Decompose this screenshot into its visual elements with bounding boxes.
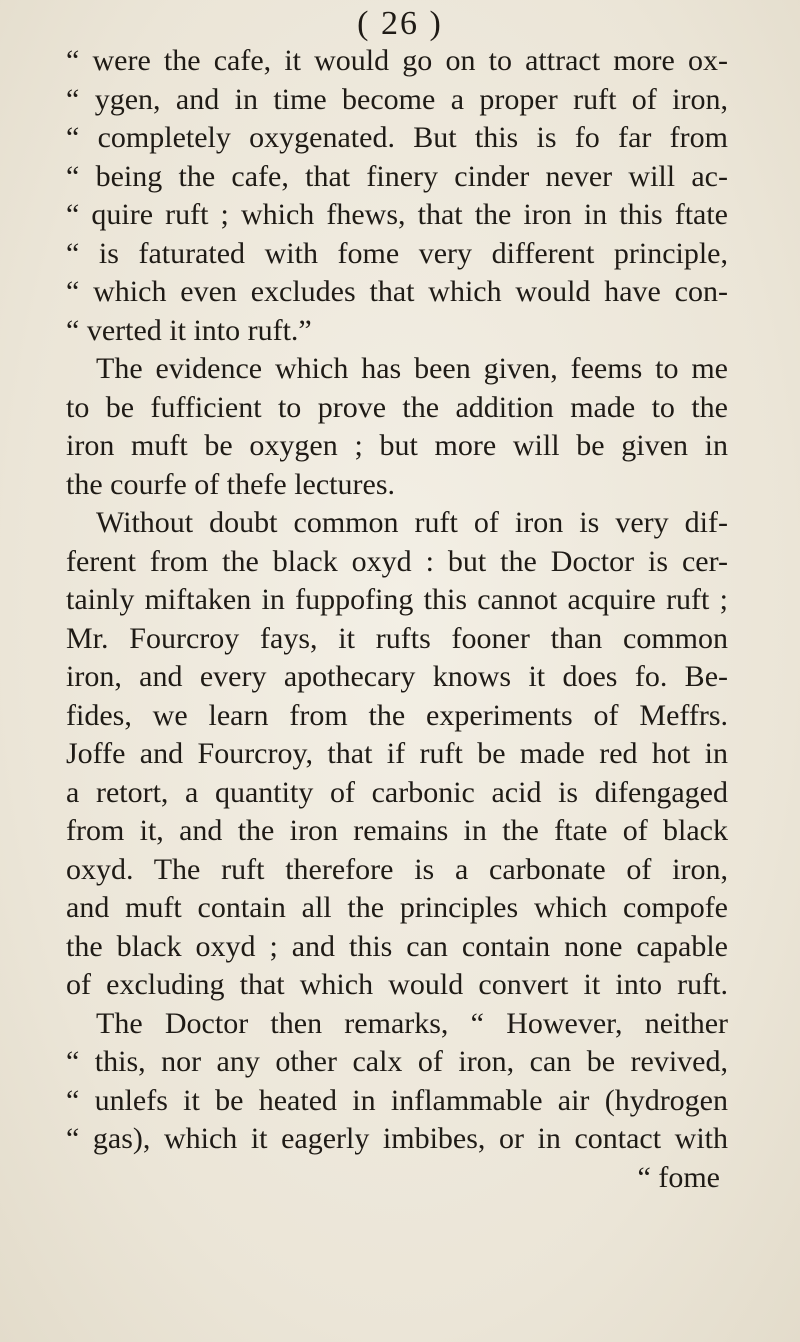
text-line: “ verted it into ruft.” bbox=[66, 313, 312, 347]
text-line: to be fufficient to prove the addition made to the bbox=[66, 390, 728, 424]
text-line: oxyd. The ruft therefore is a carbonate of iron, bbox=[66, 852, 728, 886]
text-line: ferent from the black oxyd : but the Doctor is cer- bbox=[66, 544, 728, 578]
text-line: “ unlefs it be heated in inflammable air (hydrogen bbox=[66, 1083, 728, 1117]
page-number: ( 26 ) bbox=[357, 5, 443, 42]
text-line: fides, we learn from the experiments of Meffrs. bbox=[66, 698, 728, 732]
text-line: the courfe of thefe lectures. bbox=[66, 467, 395, 501]
text-line: iron muft be oxygen ; but more will be given in bbox=[66, 429, 728, 462]
text-line: a retort, a quantity of carbonic acid is difengaged bbox=[66, 775, 728, 809]
text-line: “ ygen, and in time become a proper ruft of iron, bbox=[66, 82, 728, 116]
text-line: “ is faturated with fome very different principle, bbox=[66, 236, 728, 270]
text-line: “ quire ruft ; which fhews, that the iron in this ftate bbox=[66, 198, 728, 231]
paragraph-start-line: Without doubt common ruft of iron is very dif- bbox=[96, 506, 728, 539]
body-text bbox=[66, 42, 728, 1197]
text-line: Mr. Fourcroy fays, it rufts fooner than common bbox=[66, 621, 728, 655]
paragraph-start-line: The Doctor then remarks, “ However, neither bbox=[96, 1006, 728, 1040]
text-line: “ gas), which it eagerly imbibes, or in contact with bbox=[66, 1122, 728, 1155]
text-line: “ were the cafe, it would go on to attract more ox- bbox=[66, 44, 728, 77]
text-line: tainly miftaken in fuppofing this cannot acquire ruft ; bbox=[66, 583, 728, 616]
text-line: the black oxyd ; and this can contain none capable bbox=[66, 929, 728, 963]
text-line: “ which even excludes that which would have con- bbox=[66, 275, 728, 308]
text-line: Joffe and Fourcroy, that if ruft be made red hot in bbox=[66, 737, 728, 770]
text-line: from it, and the iron remains in the ftate of black bbox=[66, 814, 728, 847]
text-line: “ this, nor any other calx of iron, can be revived, bbox=[66, 1045, 728, 1078]
text-line: of excluding that which would convert it into ruft. bbox=[66, 968, 728, 1001]
text-line: “ being the cafe, that finery cinder never will ac- bbox=[66, 159, 728, 193]
catchword: “ fome bbox=[637, 1160, 720, 1194]
paragraph-start-line: The evidence which has been given, feems to me bbox=[96, 352, 728, 385]
text-line: and muft contain all the principles which compofe bbox=[66, 891, 728, 924]
text-line: “ completely oxygenated. But this is fo far from bbox=[66, 121, 728, 154]
text-line: iron, and every apothecary knows it does fo. Be- bbox=[66, 660, 728, 693]
